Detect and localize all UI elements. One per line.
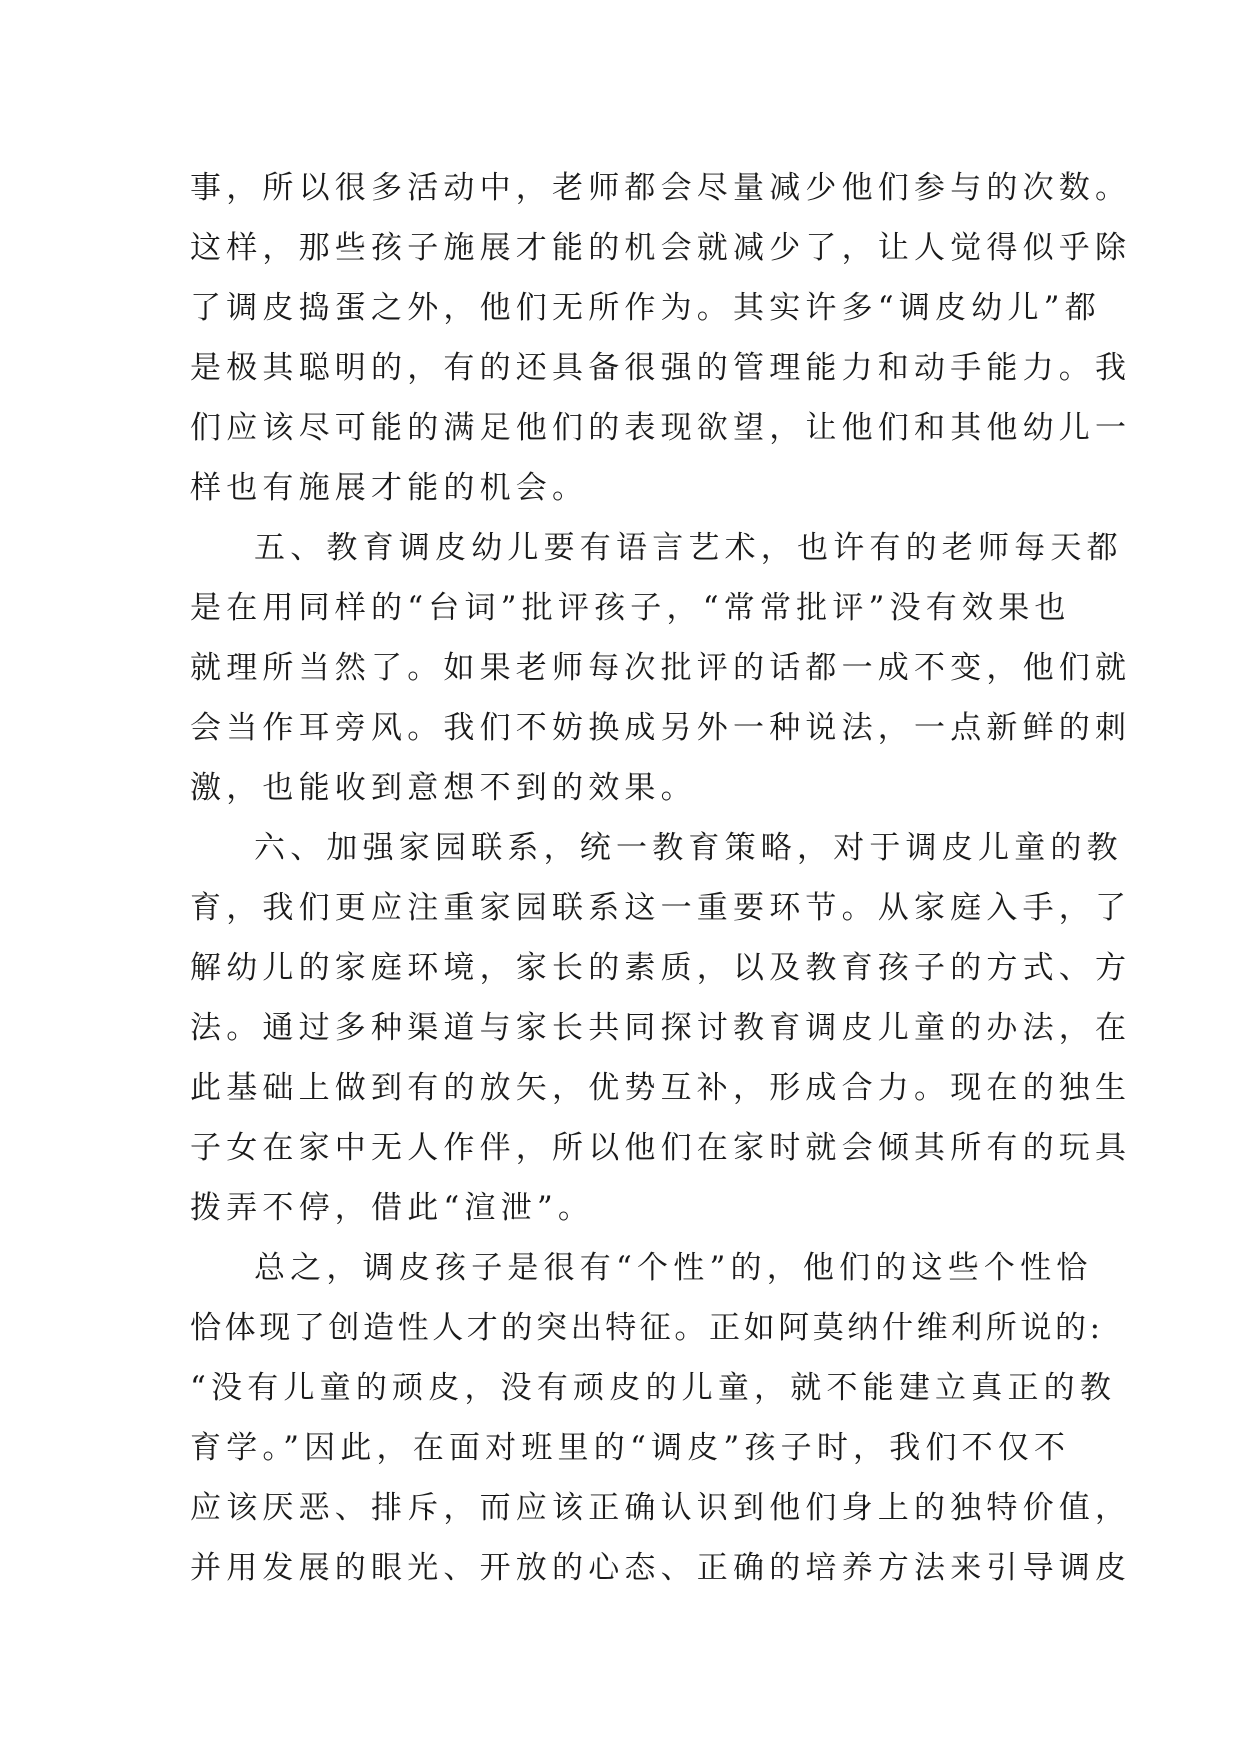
text-line: 会当作耳旁风。我们不妨换成另外一种说法，一点新鲜的刺 xyxy=(190,710,1132,746)
text-line: 这样，那些孩子施展才能的机会就减少了，让人觉得似乎除 xyxy=(190,230,1132,266)
text-line: 事，所以很多活动中，老师都会尽量减少他们参与的次数。 xyxy=(190,170,1132,206)
paragraph-start-line: 六、加强家园联系，统一教育策略，对于调皮儿童的教 xyxy=(254,830,1123,866)
text-line: 了调皮捣蛋之外，他们无所作为。其实许多“调皮幼儿”都 xyxy=(190,290,1101,326)
text-line: 样也有施展才能的机会。 xyxy=(190,470,589,506)
text-line: “没有儿童的顽皮，没有顽皮的儿童，就不能建立真正的教 xyxy=(190,1370,1117,1406)
text-line: 恰体现了创造性人才的突出特征。正如阿莫纳什维利所说的: xyxy=(190,1310,1104,1346)
text-line: 拨弄不停，借此“渲泄”。 xyxy=(190,1190,595,1226)
text-line: 育学。”因此，在面对班里的“调皮”孩子时，我们不仅不 xyxy=(190,1430,1071,1466)
document-body xyxy=(190,158,1132,1598)
text-line: 法。通过多种渠道与家长共同探讨教育调皮儿童的办法，在 xyxy=(190,1010,1132,1046)
text-line: 并用发展的眼光、开放的心态、正确的培养方法来引导调皮 xyxy=(190,1550,1132,1586)
text-line: 们应该尽可能的满足他们的表现欲望，让他们和其他幼儿一 xyxy=(190,410,1132,446)
text-line: 是极其聪明的，有的还具备很强的管理能力和动手能力。我 xyxy=(190,350,1132,386)
text-line: 应该厌恶、排斥，而应该正确认识到他们身上的独特价值， xyxy=(190,1490,1132,1526)
text-line: 育，我们更应注重家园联系这一重要环节。从家庭入手，了 xyxy=(190,890,1132,926)
text-line: 激，也能收到意想不到的效果。 xyxy=(190,770,697,806)
text-line: 此基础上做到有的放矢，优势互补，形成合力。现在的独生 xyxy=(190,1070,1132,1106)
paragraph-start-line: 五、教育调皮幼儿要有语言艺术，也许有的老师每天都 xyxy=(254,530,1123,566)
text-line: 子女在家中无人作伴，所以他们在家时就会倾其所有的玩具 xyxy=(190,1130,1132,1166)
text-line: 就理所当然了。如果老师每次批评的话都一成不变，他们就 xyxy=(190,650,1132,686)
paragraph-start-line: 总之，调皮孩子是很有“个性”的，他们的这些个性恰 xyxy=(254,1250,1093,1286)
text-line: 是在用同样的“台词”批评孩子，“常常批评”没有效果也 xyxy=(190,590,1071,626)
text-line: 解幼儿的家庭环境，家长的素质，以及教育孩子的方式、方 xyxy=(190,950,1132,986)
